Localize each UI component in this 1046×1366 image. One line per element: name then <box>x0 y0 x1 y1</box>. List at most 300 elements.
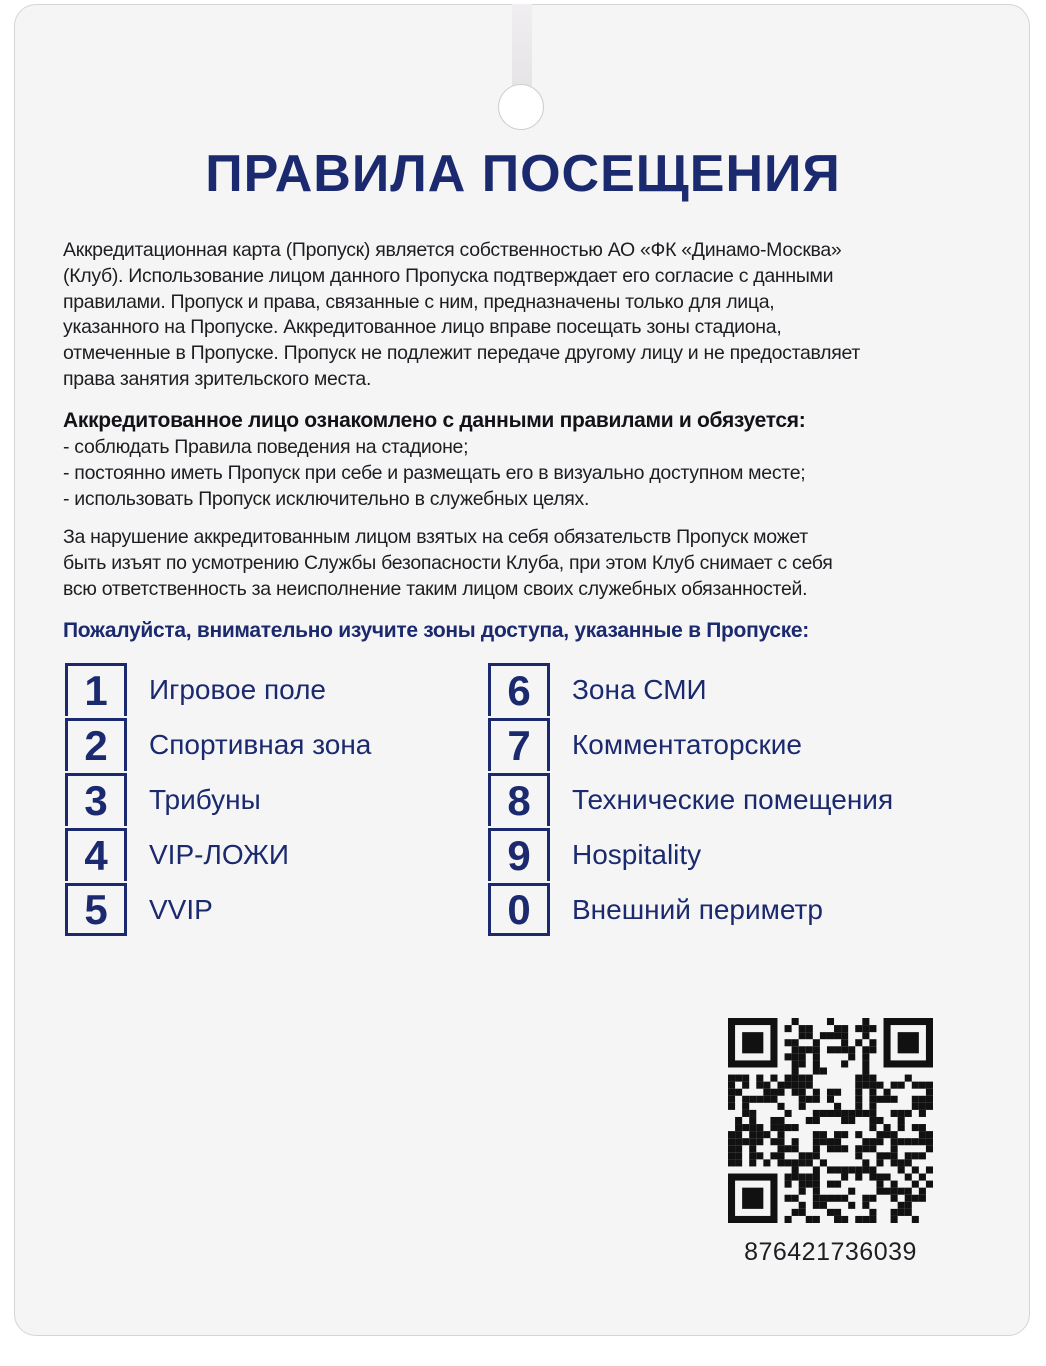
qr-module <box>876 1131 883 1138</box>
zone-label: Спортивная зона <box>149 728 372 760</box>
qr-module <box>813 1131 820 1138</box>
zone-label: Трибуны <box>149 783 261 815</box>
pass-code-number: 876421736039 <box>744 1238 917 1266</box>
qr-module <box>926 1082 933 1089</box>
qr-module <box>919 1082 926 1089</box>
qr-module <box>770 1138 777 1145</box>
qr-module <box>862 1202 869 1209</box>
qr-module <box>905 1110 912 1117</box>
qr-module <box>785 1145 792 1152</box>
qr-module <box>869 1166 876 1173</box>
qr-module <box>841 1060 848 1067</box>
qr-module <box>777 1124 784 1131</box>
qr-module <box>728 1159 735 1166</box>
qr-module <box>820 1131 827 1138</box>
obligations-heading: Аккредитованное лицо ознакомлено с данными правилами и обязуется: <box>63 409 806 432</box>
qr-module <box>756 1075 763 1082</box>
intro-line: Аккредитационная карта (Пропуск) является собственностью АО «ФК «Динамо-Москва» <box>63 239 842 261</box>
qr-module <box>792 1060 799 1067</box>
qr-module <box>792 1067 799 1074</box>
qr-module <box>827 1166 834 1173</box>
qr-module <box>785 1053 792 1060</box>
qr-module <box>891 1216 898 1223</box>
qr-module <box>905 1209 912 1216</box>
qr-module <box>806 1216 813 1223</box>
qr-module <box>799 1152 806 1159</box>
qr-module <box>792 1174 799 1181</box>
violation-line: всю ответственность за неисполнение таким лицом своих служебных обязанностей. <box>63 577 808 600</box>
qr-module <box>799 1174 806 1181</box>
qr-module <box>770 1089 777 1096</box>
zone-label: Комментаторские <box>572 728 803 760</box>
qr-module <box>898 1138 905 1145</box>
qr-module <box>891 1096 898 1103</box>
qr-module <box>855 1089 862 1096</box>
qr-module <box>728 1152 735 1159</box>
qr-module <box>813 1216 820 1223</box>
zone-item <box>65 662 326 717</box>
qr-module <box>749 1124 756 1131</box>
qr-module <box>777 1131 784 1138</box>
qr-module <box>742 1138 749 1145</box>
qr-module <box>834 1103 841 1110</box>
qr-module <box>834 1209 841 1216</box>
qr-module <box>912 1124 919 1131</box>
qr-module <box>926 1103 933 1110</box>
qr-module <box>919 1152 926 1159</box>
qr-module <box>785 1025 792 1032</box>
qr-module <box>813 1188 820 1195</box>
zone-label: Технические помещения <box>572 783 894 815</box>
qr-finder <box>898 1032 919 1053</box>
qr-module <box>813 1145 820 1152</box>
qr-module <box>834 1166 841 1173</box>
qr-module <box>884 1096 891 1103</box>
qr-module <box>862 1166 869 1173</box>
qr-module <box>869 1209 876 1216</box>
qr-module <box>869 1103 876 1110</box>
zone-item <box>488 717 802 772</box>
qr-module <box>799 1181 806 1188</box>
qr-module <box>763 1159 770 1166</box>
qr-module <box>848 1188 855 1195</box>
qr-module <box>898 1166 905 1173</box>
qr-module <box>841 1216 848 1223</box>
obligation-item: - использовать Пропуск исключительно в служебных целях. <box>63 487 590 510</box>
qr-module <box>735 1145 742 1152</box>
intro-line: правилами. Пропуск и права, связанные с ним, предназначены только для лица, <box>63 290 775 313</box>
qr-module <box>735 1152 742 1159</box>
zone-item <box>488 882 823 937</box>
qr-module <box>855 1103 862 1110</box>
qr-module <box>792 1075 799 1082</box>
qr-module <box>848 1166 855 1173</box>
qr-module <box>898 1202 905 1209</box>
qr-module <box>869 1046 876 1053</box>
qr-module <box>770 1117 777 1124</box>
qr-module <box>820 1202 827 1209</box>
qr-module <box>799 1096 806 1103</box>
qr-module <box>926 1138 933 1145</box>
qr-module <box>905 1152 912 1159</box>
qr-module <box>735 1124 742 1131</box>
qr-module <box>862 1075 869 1082</box>
zone-label: VVIP <box>149 893 213 925</box>
qr-module <box>813 1174 820 1181</box>
qr-module <box>876 1117 883 1124</box>
qr-module <box>869 1096 876 1103</box>
qr-module <box>785 1075 792 1082</box>
qr-module <box>834 1145 841 1152</box>
qr-module <box>735 1075 742 1082</box>
qr-module <box>855 1216 862 1223</box>
qr-module <box>905 1202 912 1209</box>
qr-module <box>912 1166 919 1173</box>
intro-line: (Клуб). Использование лицом данного Пропуска подтверждает его согласие с данными <box>63 264 834 287</box>
qr-module <box>785 1216 792 1223</box>
qr-module <box>862 1067 869 1074</box>
qr-module <box>806 1082 813 1089</box>
qr-module <box>841 1166 848 1173</box>
qr-module <box>912 1152 919 1159</box>
qr-module <box>898 1082 905 1089</box>
qr-module <box>820 1032 827 1039</box>
qr-module <box>876 1096 883 1103</box>
qr-module <box>785 1039 792 1046</box>
qr-module <box>742 1103 749 1110</box>
qr-module <box>827 1138 834 1145</box>
qr-module <box>806 1181 813 1188</box>
qr-module <box>876 1188 883 1195</box>
qr-module <box>876 1138 883 1145</box>
qr-module <box>799 1202 806 1209</box>
qr-module <box>926 1145 933 1152</box>
qr-module <box>834 1181 841 1188</box>
qr-module <box>876 1082 883 1089</box>
qr-module <box>806 1075 813 1082</box>
qr-module <box>806 1032 813 1039</box>
qr-module <box>777 1103 784 1110</box>
qr-module <box>919 1103 926 1110</box>
qr-module <box>919 1195 926 1202</box>
zone-label: VIP-ЛОЖИ <box>149 838 289 870</box>
qr-module <box>834 1032 841 1039</box>
qr-module <box>891 1145 898 1152</box>
qr-module <box>749 1152 756 1159</box>
qr-module <box>905 1075 912 1082</box>
qr-module <box>827 1032 834 1039</box>
qr-module <box>834 1195 841 1202</box>
qr-module <box>792 1124 799 1131</box>
qr-module <box>756 1152 763 1159</box>
violation-paragraph <box>63 525 993 602</box>
zone-label: Внешний периметр <box>572 893 823 925</box>
qr-module <box>813 1117 820 1124</box>
qr-module <box>735 1131 742 1138</box>
lanyard-slot <box>512 4 532 86</box>
qr-module <box>827 1110 834 1117</box>
qr-module <box>912 1138 919 1145</box>
qr-module <box>898 1117 905 1124</box>
qr-module <box>855 1082 862 1089</box>
qr-module <box>728 1131 735 1138</box>
qr-module <box>869 1110 876 1117</box>
qr-module <box>912 1181 919 1188</box>
zone-item <box>65 882 213 937</box>
qr-module <box>785 1195 792 1202</box>
qr-module <box>848 1110 855 1117</box>
qr-module <box>869 1089 876 1096</box>
qr-module <box>834 1138 841 1145</box>
qr-module <box>827 1089 834 1096</box>
qr-module <box>777 1138 784 1145</box>
qr-module <box>926 1096 933 1103</box>
zone-label: Игровое поле <box>149 673 326 705</box>
qr-module <box>884 1131 891 1138</box>
intro-line: права занятия зрительского места. <box>63 367 372 390</box>
qr-module <box>919 1124 926 1131</box>
zone-number: 5 <box>65 883 127 936</box>
qr-module <box>869 1195 876 1202</box>
qr-module <box>926 1089 933 1096</box>
qr-module <box>813 1046 820 1053</box>
zone-number: 6 <box>488 663 550 716</box>
qr-module <box>813 1152 820 1159</box>
qr-module <box>891 1082 898 1089</box>
qr-module <box>898 1110 905 1117</box>
qr-module <box>770 1075 777 1082</box>
qr-module <box>792 1082 799 1089</box>
qr-module <box>827 1046 834 1053</box>
qr-module <box>855 1131 862 1138</box>
qr-module <box>770 1124 777 1131</box>
qr-module <box>756 1124 763 1131</box>
violation-line: За нарушение аккредитованным лицом взятых на себя обязательств Пропуск может <box>63 526 808 548</box>
qr-module <box>912 1082 919 1089</box>
qr-finder <box>742 1188 763 1209</box>
qr-module <box>735 1089 742 1096</box>
qr-module <box>763 1089 770 1096</box>
obligations-section <box>63 407 993 512</box>
qr-module <box>735 1117 742 1124</box>
zone-number: 0 <box>488 883 550 936</box>
qr-module <box>827 1195 834 1202</box>
zone-item <box>65 827 289 882</box>
obligation-item: - соблюдать Правила поведения на стадионе; <box>63 436 469 458</box>
qr-module <box>813 1166 820 1173</box>
qr-module <box>884 1089 891 1096</box>
qr-module <box>820 1110 827 1117</box>
qr-module <box>862 1053 869 1060</box>
qr-module <box>799 1032 806 1039</box>
qr-module <box>749 1159 756 1166</box>
qr-module <box>785 1082 792 1089</box>
qr-module <box>855 1110 862 1117</box>
qr-module <box>862 1082 869 1089</box>
qr-module <box>884 1174 891 1181</box>
qr-module <box>841 1195 848 1202</box>
qr-module <box>862 1018 869 1025</box>
qr-module <box>834 1089 841 1096</box>
lanyard-hole <box>498 84 544 130</box>
intro-line: указанного на Пропуске. Аккредитованное лицо вправе посещать зоны стадиона, <box>63 316 782 339</box>
qr-module <box>806 1152 813 1159</box>
qr-module <box>792 1209 799 1216</box>
qr-module <box>813 1053 820 1060</box>
qr-module <box>862 1195 869 1202</box>
obligation-item: - постоянно иметь Пропуск при себе и размещать его в визуально доступном месте; <box>63 461 806 484</box>
qr-module <box>813 1138 820 1145</box>
qr-module <box>777 1089 784 1096</box>
qr-module <box>827 1181 834 1188</box>
qr-module <box>898 1159 905 1166</box>
qr-module <box>799 1060 806 1067</box>
qr-module <box>792 1018 799 1025</box>
zone-number: 8 <box>488 773 550 826</box>
zone-number: 9 <box>488 828 550 881</box>
qr-module <box>728 1096 735 1103</box>
qr-module <box>855 1152 862 1159</box>
qr-module <box>820 1067 827 1074</box>
qr-module <box>898 1124 905 1131</box>
qr-module <box>834 1110 841 1117</box>
zone-item <box>488 827 701 882</box>
qr-module <box>792 1166 799 1173</box>
qr-module <box>777 1082 784 1089</box>
qr-module <box>735 1138 742 1145</box>
qr-module <box>742 1110 749 1117</box>
qr-module <box>876 1159 883 1166</box>
qr-module <box>841 1110 848 1117</box>
qr-module <box>841 1032 848 1039</box>
qr-module <box>756 1131 763 1138</box>
qr-module <box>905 1195 912 1202</box>
qr-module <box>813 1067 820 1074</box>
qr-module <box>827 1018 834 1025</box>
qr-module <box>898 1209 905 1216</box>
qr-module <box>891 1181 898 1188</box>
qr-module <box>792 1089 799 1096</box>
qr-module <box>898 1188 905 1195</box>
qr-module <box>792 1145 799 1152</box>
qr-module <box>799 1082 806 1089</box>
qr-module <box>827 1145 834 1152</box>
qr-module <box>891 1138 898 1145</box>
qr-module <box>792 1195 799 1202</box>
zones-heading: Пожалуйста, внимательно изучите зоны доступа, указанные в Пропуске: <box>63 619 809 642</box>
qr-module <box>749 1145 756 1152</box>
zone-number: 3 <box>65 773 127 826</box>
qr-module <box>869 1174 876 1181</box>
qr-module <box>806 1159 813 1166</box>
qr-module <box>749 1117 756 1124</box>
qr-module <box>756 1138 763 1145</box>
qr-module <box>806 1174 813 1181</box>
qr-module <box>834 1025 841 1032</box>
qr-module <box>862 1032 869 1039</box>
qr-module <box>855 1174 862 1181</box>
qr-module <box>834 1216 841 1223</box>
qr-module <box>785 1110 792 1117</box>
zone-item <box>488 772 893 827</box>
qr-module <box>876 1152 883 1159</box>
qr-module <box>799 1025 806 1032</box>
qr-module <box>785 1159 792 1166</box>
zone-item <box>65 772 261 827</box>
qr-module <box>919 1096 926 1103</box>
zone-number: 7 <box>488 718 550 771</box>
qr-module <box>862 1216 869 1223</box>
zone-number: 4 <box>65 828 127 881</box>
qr-module <box>905 1188 912 1195</box>
qr-module <box>820 1159 827 1166</box>
qr-module <box>785 1124 792 1131</box>
qr-module <box>799 1103 806 1110</box>
qr-module <box>813 1181 820 1188</box>
qr-module <box>919 1131 926 1138</box>
qr-module <box>869 1082 876 1089</box>
qr-module <box>919 1174 926 1181</box>
qr-module <box>742 1124 749 1131</box>
page-title: ПРАВИЛА ПОСЕЩЕНИЯ <box>205 145 841 203</box>
qr-module <box>926 1166 933 1173</box>
zone-item <box>488 662 707 717</box>
qr-module <box>855 1145 862 1152</box>
zone-label: Зона СМИ <box>572 673 707 705</box>
qr-module <box>728 1075 735 1082</box>
qr-module <box>799 1053 806 1060</box>
qr-module <box>799 1046 806 1053</box>
qr-module <box>848 1117 855 1124</box>
qr-module <box>912 1096 919 1103</box>
qr-module <box>855 1039 862 1046</box>
qr-module <box>884 1124 891 1131</box>
qr-module <box>799 1209 806 1216</box>
qr-module <box>728 1089 735 1096</box>
qr-module <box>862 1145 869 1152</box>
qr-module <box>862 1159 869 1166</box>
qr-module <box>806 1046 813 1053</box>
qr-module <box>862 1138 869 1145</box>
qr-module <box>756 1096 763 1103</box>
qr-module <box>749 1131 756 1138</box>
qr-module <box>841 1117 848 1124</box>
qr-module <box>777 1152 784 1159</box>
qr-module <box>834 1046 841 1053</box>
qr-module <box>728 1145 735 1152</box>
qr-module <box>848 1046 855 1053</box>
qr-module <box>891 1110 898 1117</box>
qr-module <box>891 1195 898 1202</box>
qr-module <box>792 1053 799 1060</box>
qr-module <box>876 1174 883 1181</box>
qr-module <box>891 1209 898 1216</box>
qr-module <box>806 1025 813 1032</box>
qr-module <box>855 1025 862 1032</box>
intro-line: отмеченные в Пропуске. Пропуск не подлежит передаче другому лицу и не предоставляет <box>63 342 861 365</box>
qr-module <box>799 1159 806 1166</box>
qr-module <box>862 1110 869 1117</box>
qr-module <box>891 1152 898 1159</box>
qr-module <box>777 1159 784 1166</box>
qr-module <box>848 1202 855 1209</box>
zone-number: 2 <box>65 718 127 771</box>
qr-module <box>884 1188 891 1195</box>
qr-module <box>862 1025 869 1032</box>
qr-module <box>919 1110 926 1117</box>
qr-module <box>862 1046 869 1053</box>
qr-module <box>869 1075 876 1082</box>
